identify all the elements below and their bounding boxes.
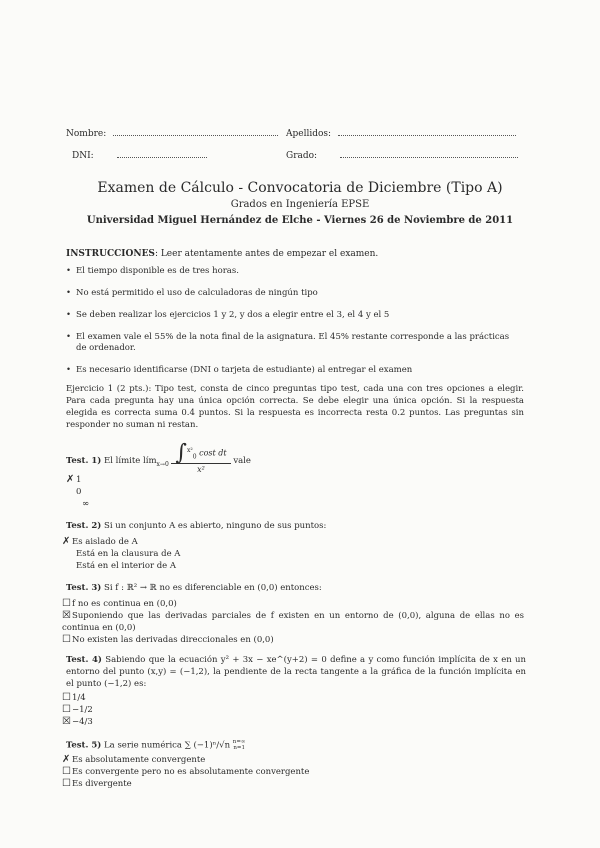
test-5-option[interactable] <box>62 754 205 766</box>
nombre-field <box>66 127 278 139</box>
test-3-option[interactable] <box>62 634 274 646</box>
checkbox-icon: ☐ <box>62 692 71 703</box>
x-mark-icon: ✗ <box>66 474 75 485</box>
test-1-text-pre: El límite lím <box>104 456 157 467</box>
test-5-option[interactable] <box>62 778 132 790</box>
grado-label: Grado: <box>286 151 318 161</box>
test-5-option[interactable] <box>62 766 309 778</box>
apellidos-field <box>286 127 516 139</box>
x-mark-icon: ✗ <box>62 754 71 765</box>
test-1-int-bot: 0 <box>192 453 197 461</box>
test-5-question <box>66 739 246 752</box>
checked-box-icon: ☒ <box>62 716 71 727</box>
test-5-option-text: Es absolutamente convergente <box>72 755 206 765</box>
test-3-option[interactable] <box>62 598 177 610</box>
test-5-label: Test. 5) <box>66 740 102 751</box>
instructions-heading <box>66 249 378 259</box>
instruction-item: • Se deben realizar los ejercicios 1 y 2, y dos a elegir entre el 3, el 4 y el 5 <box>66 310 521 321</box>
test-1-option-text: 1 <box>76 475 82 485</box>
dni-line <box>117 149 207 158</box>
test-2-option[interactable] <box>62 536 138 548</box>
test-5-sum-bot: n=1 <box>233 745 245 751</box>
university-line: Universidad Miguel Hernández de Elche - Viernes 26 de Noviembre de 2011 <box>86 215 514 226</box>
test-5-option-text: Es convergente pero no es absolutamente convergente <box>72 767 310 777</box>
test-1-option[interactable] <box>72 498 89 510</box>
test-4-label: Test. 4) <box>66 655 102 665</box>
checked-box-icon: ☒ <box>62 610 71 621</box>
checkbox-icon: ☐ <box>62 634 71 645</box>
nombre-label: Nombre: <box>66 129 107 139</box>
nombre-line <box>113 127 278 136</box>
checkbox-icon: ☐ <box>62 778 71 789</box>
ejercicio-1-text: Tipo test, consta de cinco preguntas tipo test, cada una con tres opciones a elegir. Para cada pregunta hay una única opción correcta. Se debe elegir una única opción. Si la respuesta elegida es correcta suma 0.4 puntos. Si la respuesta es incorrecta resta 0.2 puntos. Las preguntas sin responder no suman ni restan. <box>66 384 524 430</box>
test-4-option[interactable] <box>62 692 86 704</box>
test-2-option[interactable] <box>66 560 176 572</box>
apellidos-line <box>338 127 516 136</box>
test-2-question <box>66 520 326 532</box>
test-5-option-text: Es divergente <box>72 779 132 789</box>
test-4-option-text: 1/4 <box>72 693 86 703</box>
test-3-option[interactable] <box>62 610 524 634</box>
ejercicio-1-label: Ejercicio 1 (2 pts.): <box>66 384 152 394</box>
grado-field <box>286 149 518 161</box>
test-4-question <box>66 654 526 690</box>
dni-field <box>72 149 207 161</box>
test-2-text: Si un conjunto A es abierto, ninguno de sus puntos: <box>104 521 327 531</box>
test-3-label: Test. 3) <box>66 583 102 593</box>
test-4-option[interactable] <box>62 716 93 728</box>
test-5-text: La serie numérica ∑ (−1)ⁿ/√n <box>104 740 231 751</box>
instructions-label: INSTRUCCIONES <box>66 249 155 259</box>
test-1-int-top: x² <box>186 447 193 454</box>
instruction-item: • El tiempo disponible es de tres horas. <box>66 266 521 277</box>
instructions-list <box>66 266 521 387</box>
test-1-option[interactable] <box>66 486 81 498</box>
exam-subtitle: Grados en Ingeniería EPSE <box>230 199 370 210</box>
test-3-text: Si f : ℝ² → ℝ no es diferenciable en (0,0) entonces: <box>104 583 322 593</box>
test-4-option-text: −4/3 <box>72 717 93 727</box>
test-4-text: Sabiendo que la ecuación y² + 3x − xe^(y+2) = 0 define a y como función implícita de x en un entorno del punto (x,y) = (−1,2), la pendiente de la recta tangente a la gráfica de la función implícita en el punto (−1,2) es: <box>66 655 527 689</box>
x-mark-icon: ✗ <box>62 536 71 547</box>
test-1-text-post: vale <box>233 456 251 467</box>
test-4-option-text: −1/2 <box>72 705 93 715</box>
test-1-label: Test. 1) <box>66 456 102 467</box>
test-2-option[interactable] <box>66 548 180 560</box>
test-2-option-text: Está en el interior de A <box>76 561 177 571</box>
dni-label: DNI: <box>72 151 94 161</box>
test-5-sum-top: n=∞ <box>232 739 246 745</box>
test-1-denominator: x² <box>197 465 205 475</box>
checkbox-icon: ☐ <box>62 598 71 609</box>
grado-line <box>340 149 518 158</box>
test-1-option[interactable] <box>66 474 81 486</box>
integral-sign: ∫ <box>175 440 187 466</box>
test-1-question <box>66 440 366 476</box>
test-2-label: Test. 2) <box>66 521 102 531</box>
test-3-question <box>66 582 322 594</box>
test-1-option-text: ∞ <box>82 499 90 509</box>
test-1-lim-sub: x→0 <box>156 460 169 468</box>
checkbox-icon: ☐ <box>62 766 71 777</box>
test-2-option-text: Es aislado de A <box>72 537 138 547</box>
test-2-option-text: Está en la clausura de A <box>76 549 181 559</box>
instructions-intro: : Leer atentamente antes de empezar el examen. <box>154 249 379 259</box>
test-3-option-text: No existen las derivadas direccionales en (0,0) <box>72 635 274 645</box>
test-4-option[interactable] <box>62 704 93 716</box>
test-1-option-text: 0 <box>76 487 82 497</box>
instruction-item: • Es necesario identificarse (DNI o tarjeta de estudiante) al entregar el examen <box>66 365 521 376</box>
test-5-sum-limits <box>233 739 246 751</box>
exam-title: Examen de Cálculo - Convocatoria de Diciembre (Tipo A) <box>97 180 503 196</box>
test-3-option-text: Suponiendo que las derivadas parciales de f existen en un entorno de (0,0), alguna de ellas no es continua en (0,0) <box>62 611 524 633</box>
test-1-integrand: cost dt <box>199 448 227 458</box>
test-1-fraction <box>171 440 230 476</box>
instruction-item: • El examen vale el 55% de la nota final de la asignatura. El 45% restante corresponde a las prácticas de ordenador. <box>66 332 521 354</box>
apellidos-label: Apellidos: <box>286 129 332 139</box>
ejercicio-1 <box>66 383 524 431</box>
checkbox-icon: ☐ <box>62 704 71 715</box>
instruction-item: • No está permitido el uso de calculadoras de ningún tipo <box>66 288 521 299</box>
test-3-option-text: f no es continua en (0,0) <box>72 599 177 609</box>
